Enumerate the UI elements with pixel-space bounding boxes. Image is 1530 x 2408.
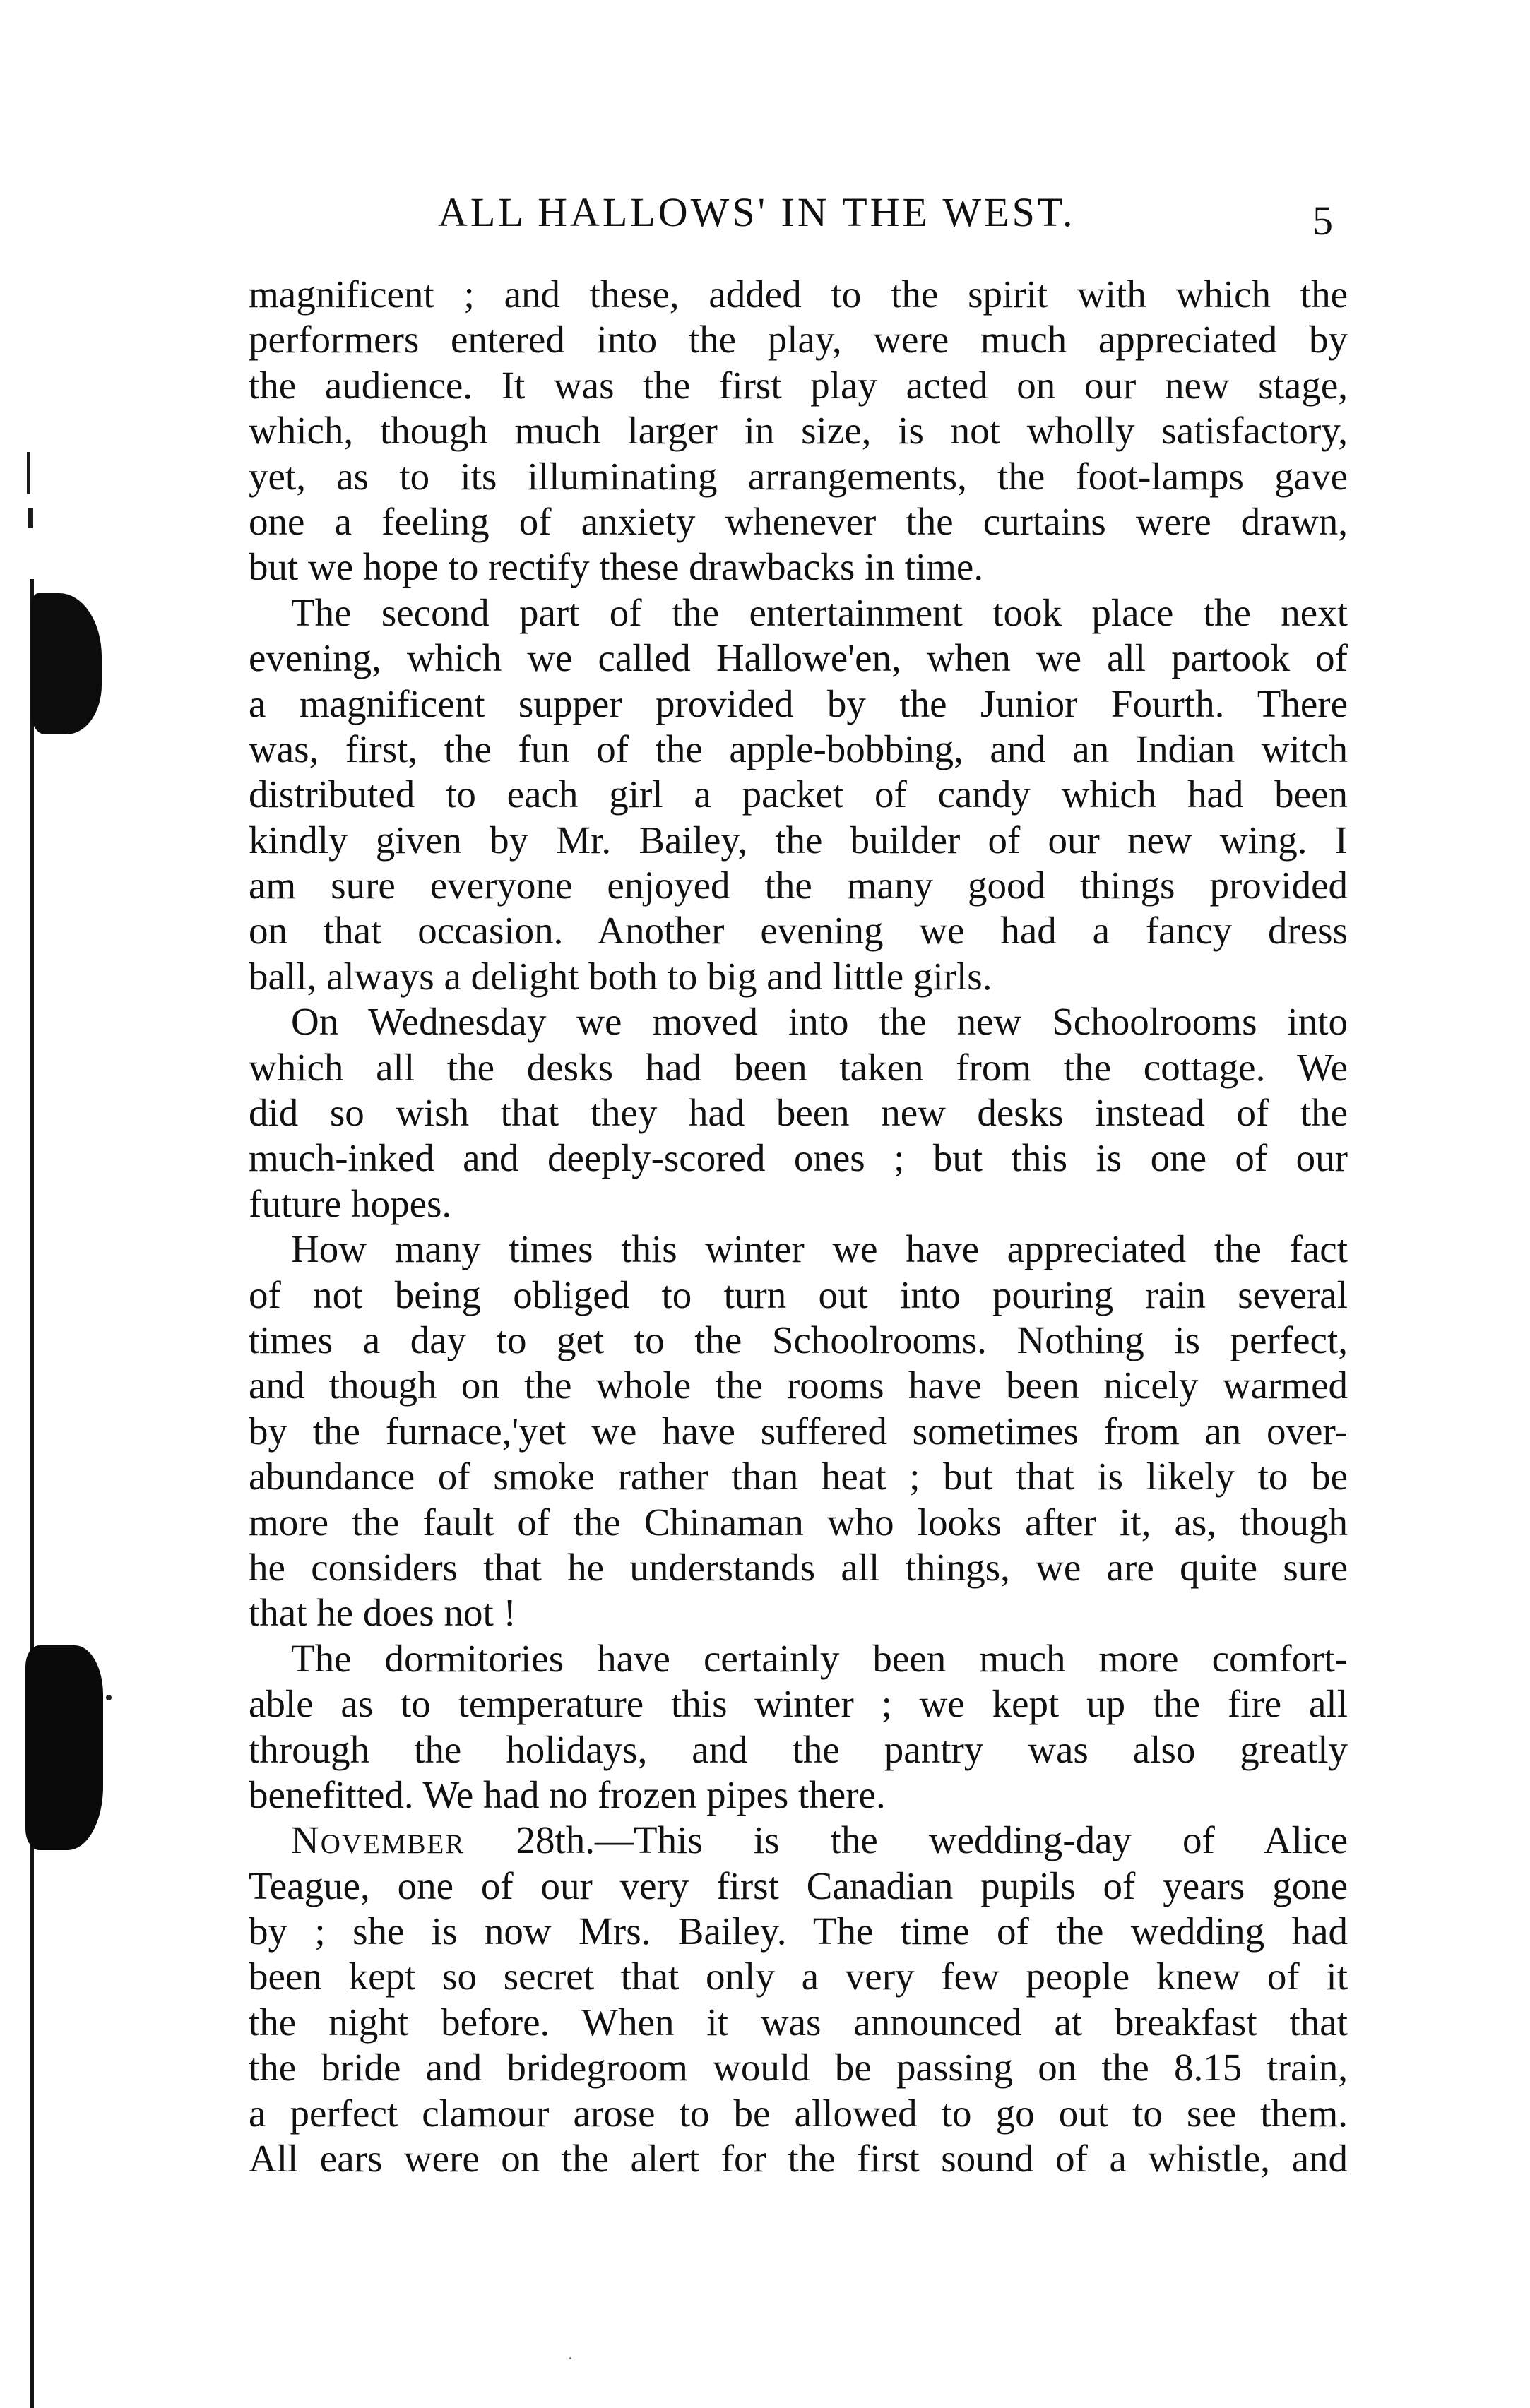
text-line: [249, 2000, 1348, 2045]
text-line: [249, 1727, 1348, 1772]
binding-edge-mark: [28, 508, 33, 528]
text-line: [249, 1636, 1348, 1681]
text-line-content: one a feeling of anxiety whenever the curtains were drawn,: [249, 499, 1348, 543]
text-line: [249, 1363, 1348, 1408]
text-line-content: abundance of smoke rather than heat ; but that is likely to be: [249, 1455, 1348, 1498]
ink-blot: [25, 1645, 103, 1850]
text-line: [249, 681, 1348, 727]
text-line: [249, 2136, 1348, 2181]
text-line: [249, 1227, 1348, 1272]
text-line-content: The dormitories have certainly been much more comfort-: [291, 1636, 1348, 1680]
text-line-content: was, first, the fun of the apple-bobbing, and an Indian witch: [249, 727, 1348, 770]
text-line-content: a magnificent supper provided by the Junior Fourth. There: [249, 681, 1348, 725]
text-line-content: been kept so secret that only a very few people knew of it: [249, 1955, 1348, 1998]
text-line: [249, 1681, 1348, 1727]
text-line: [249, 2091, 1348, 2136]
text-line: [249, 954, 1348, 999]
text-line: [249, 408, 1348, 453]
text-line: [249, 1045, 1348, 1090]
text-line: [249, 636, 1348, 681]
date-heading: November: [291, 1818, 465, 1862]
text-line-content: future hopes.: [249, 1181, 452, 1225]
text-line: [249, 999, 1348, 1044]
text-line-content: did so wish that they had been new desks instead of the: [249, 1091, 1348, 1135]
text-line-content: benefitted. We had no frozen pipes there.: [249, 1772, 886, 1816]
text-line-content: on that occasion. Another evening we had a fancy dress: [249, 909, 1348, 953]
text-line: [249, 1772, 1348, 1818]
text-line: [249, 1909, 1348, 1954]
text-line-content: much-inked and deeply-scored ones ; but this is one of our: [249, 1136, 1348, 1180]
binding-edge-line: [30, 579, 34, 2408]
text-line-content: more the fault of the Chinaman who looks after it, as, though: [249, 1500, 1348, 1544]
text-line: [249, 1181, 1348, 1227]
text-line-content: the audience. It was the first play acted on our new stage,: [249, 363, 1348, 407]
text-line: [249, 1409, 1348, 1454]
text-line: [249, 1954, 1348, 1999]
text-line: [249, 2045, 1348, 2090]
text-line-content: and though on the whole the rooms have been nicely warmed: [249, 1364, 1348, 1407]
text-line-content: performers entered into the play, were much appreciated by: [249, 318, 1348, 362]
text-line: [249, 908, 1348, 953]
text-line-content: he considers that he understands all things, we are quite sure: [249, 1545, 1348, 1589]
text-line-content: able as to temperature this winter ; we kept up the fire all: [249, 1682, 1348, 1726]
text-line-content: kindly given by Mr. Bailey, the builder of our new wing. I: [249, 818, 1348, 862]
text-line-content: Teague, one of our very first Canadian pupils of years gone: [249, 1864, 1348, 1907]
text-line: [249, 1454, 1348, 1499]
text-line-content: a perfect clamour arose to be allowed to go out to see them.: [249, 2091, 1348, 2135]
text-line-content: by the furnace,'yet we have suffered sometimes from an over-: [249, 1409, 1348, 1453]
text-line-content: the night before. When it was announced at breakfast that: [249, 2000, 1348, 2044]
text-line-content: through the holidays, and the pantry was also greatly: [249, 1727, 1348, 1771]
text-line: [249, 544, 1348, 590]
ink-speck: [106, 1695, 112, 1700]
text-line-content: yet, as to its illuminating arrangements, the foot-lamps gave: [249, 454, 1348, 498]
text-line-content: On Wednesday we moved into the new Schoolrooms into: [291, 1000, 1348, 1044]
text-line: [249, 1500, 1348, 1545]
text-line-content: 28th.—This is the wedding-day of Alice: [516, 1818, 1348, 1862]
text-line: [249, 1136, 1348, 1181]
text-line: [249, 1864, 1348, 1909]
text-line-content: ball, always a delight both to big and little girls.: [249, 954, 992, 998]
text-line-content: by ; she is now Mrs. Bailey. The time of the wedding had: [249, 1909, 1348, 1953]
text-line-content: How many times this winter we have appreciated the fact: [291, 1227, 1348, 1271]
text-line: [249, 1545, 1348, 1590]
text-line-content: the bride and bridegroom would be passing on the 8.15 train,: [249, 2046, 1348, 2090]
body-text: [249, 272, 1348, 2181]
text-line: [249, 363, 1348, 408]
running-title: ALL HALLOWS' IN THE WEST.: [438, 189, 1076, 235]
text-line: [249, 863, 1348, 908]
text-line-content: distributed to each girl a packet of candy which had been: [249, 773, 1348, 816]
text-line-content: which, though much larger in size, is not wholly satisfactory,: [249, 409, 1348, 453]
paper-speck: [569, 2357, 571, 2359]
text-line: [249, 454, 1348, 499]
page-number: 5: [1312, 198, 1333, 244]
text-line-content: of not being obliged to turn out into pouring rain several: [249, 1272, 1348, 1316]
text-line-content: The second part of the entertainment took place the next: [291, 590, 1348, 634]
ink-blot: [31, 593, 102, 734]
text-line-content: that he does not !: [249, 1591, 516, 1635]
text-line-content: times a day to get to the Schoolrooms. Nothing is perfect,: [249, 1318, 1348, 1361]
text-line: [249, 1590, 1348, 1635]
text-line: [249, 772, 1348, 817]
text-line-content: which all the desks had been taken from the cottage. We: [249, 1045, 1348, 1089]
text-line: [249, 1090, 1348, 1136]
text-line: [249, 1318, 1348, 1363]
text-line: [249, 590, 1348, 636]
binding-edge-mark: [27, 452, 30, 494]
text-line-content: evening, which we called Hallowe'en, when we all partook of: [249, 636, 1348, 680]
text-line: [249, 317, 1348, 362]
text-line-content: am sure everyone enjoyed the many good things provided: [249, 864, 1348, 907]
text-line: [249, 1818, 1348, 1863]
text-line: [249, 727, 1348, 772]
text-line-content: but we hope to rectify these drawbacks in time.: [249, 545, 984, 589]
text-line: [249, 499, 1348, 544]
text-line-content: magnificent ; and these, added to the spirit with which the: [249, 273, 1348, 316]
text-line: [249, 272, 1348, 317]
text-line-content: All ears were on the alert for the first sound of a whistle, and: [249, 2137, 1348, 2181]
text-line: [249, 818, 1348, 863]
text-line: [249, 1272, 1348, 1318]
